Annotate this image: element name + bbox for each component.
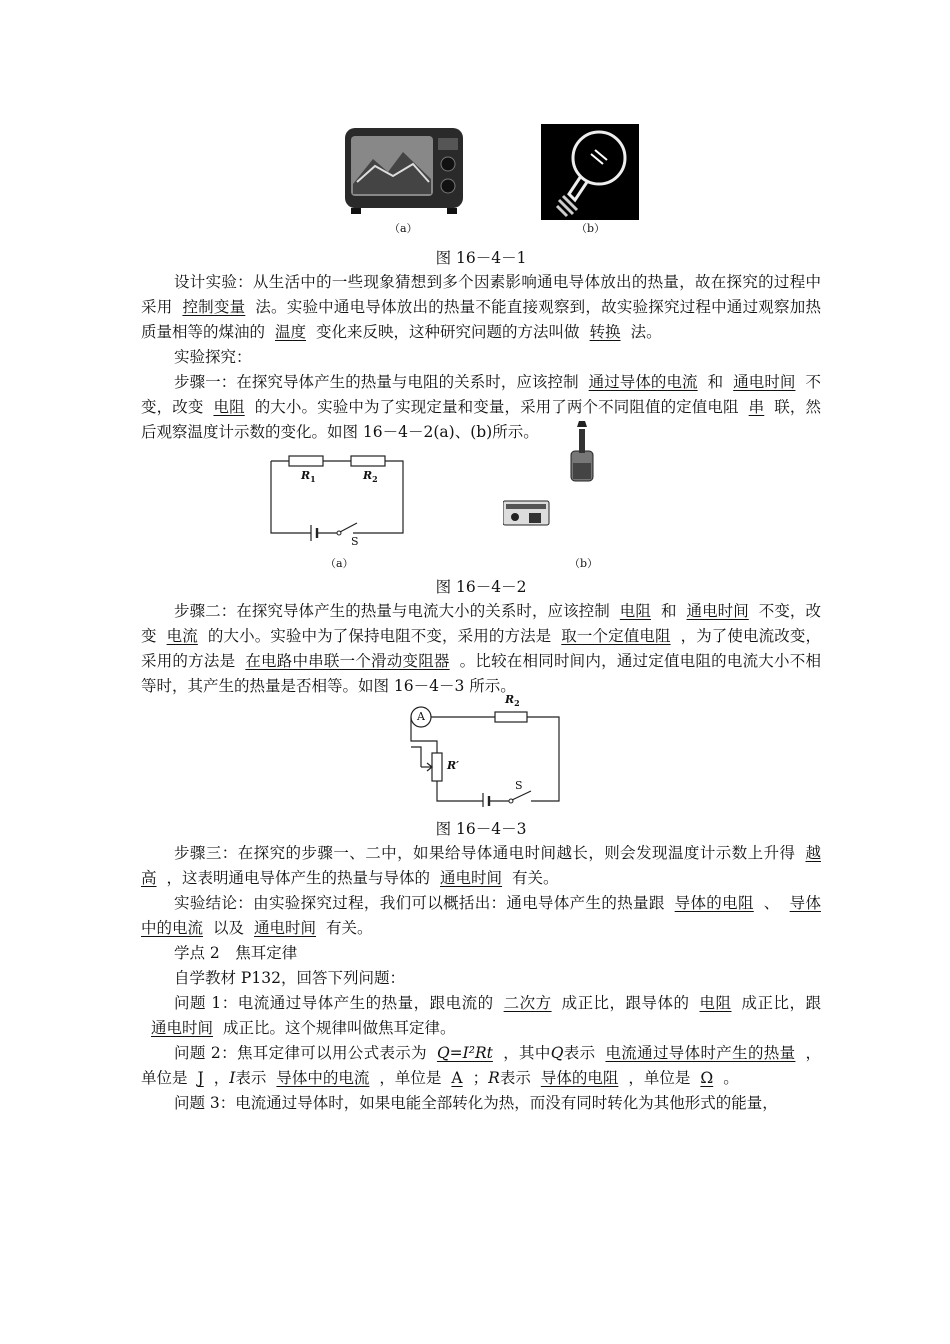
- answer-blank: 在电路中串联一个滑动变阻器: [245, 652, 450, 670]
- answer-blank: 导体中的电流: [276, 1069, 370, 1087]
- answer-blank: 通电时间: [151, 1019, 214, 1037]
- answer-blank: 取一个定值电阻: [561, 627, 671, 645]
- answer-blank: 通电时间: [733, 373, 796, 391]
- label-r1: $R_1$: [301, 469, 316, 485]
- answer-blank: 电阻: [213, 398, 245, 416]
- answer-blank: 电流通过导体时产生的热量: [605, 1044, 796, 1062]
- self-study-instruction: 自学教材 P132，回答下列问题：: [174, 969, 405, 987]
- answer-blank: 通过导体的电流: [588, 373, 698, 391]
- answer-blank: 通电时间: [686, 602, 749, 620]
- paragraph-step1: 步骤一：在探究导体产生的热量与电阻的关系时，应该控制 通过导体的电流 和 通电时间 不变，改变 电阻 的大小。实验中为了实现定量和变量，采用了两个不同阻值的定值电阻 串 联，然后观察温度计示数的变化。如图 16－4－2(a)、(b)所示。: [141, 373, 821, 441]
- figure-sublabel-a: （a）: [325, 557, 354, 570]
- figure-16-4-3: [141, 693, 821, 811]
- series-circuit-diagram: [267, 451, 407, 541]
- answer-blank: 通电时间: [440, 869, 503, 887]
- explore-label: 实验探究：: [174, 348, 252, 366]
- answer-blank: 二次方: [503, 994, 552, 1012]
- figure-sublabel-b: （b）: [576, 222, 606, 235]
- answer-blank: 电流: [166, 627, 198, 645]
- answer-blank: 导体的电阻: [540, 1069, 619, 1087]
- light-bulb-image: [541, 124, 639, 220]
- paragraph-design: 设计实验：从生活中的一些现象猜想到多个因素影响通电导体放出的热量，故在探究的过程中采用 控制变量 法。实验中通电导体放出的热量不能直接观察到，故实验探究过程中通过观察加热质量相等的煤油的 温度 变化来反映，这种研究问题的方法叫做 转换 法。: [141, 273, 821, 341]
- question-2: 问题 2：焦耳定律可以用公式表示为 Q=I²Rt ，其中Q表示 电流通过导体时产生的热量 ，单位是 J ，I表示 导体中的电流 ，单位是 A ；R表示 导体的电阻 ，单位是 Ω 。: [141, 1044, 821, 1087]
- apparatus-image: [503, 421, 603, 531]
- document-page: [141, 110, 821, 1116]
- figure-sublabel-b: （b）: [569, 557, 599, 570]
- answer-blank: 温度: [275, 323, 307, 341]
- answer-formula: Q=I²Rt: [436, 1044, 493, 1062]
- answer-blank: 串: [748, 398, 765, 416]
- section-heading: 学点 2 焦耳定律: [174, 944, 298, 962]
- answer-blank: A: [451, 1069, 463, 1087]
- figure-16-4-2: [141, 451, 821, 569]
- answer-blank: 通电时间: [254, 919, 317, 937]
- paragraph-step3: 步骤三：在探究的步骤一、二中，如果给导体通电时间越长，则会发现温度计示数上升得 越高 ，这表明通电导体产生的热量与导体的 通电时间 有关。: [141, 844, 821, 887]
- label-rheostat: R′: [447, 759, 460, 772]
- answer-blank: Ω: [700, 1069, 714, 1087]
- label-r2: $R_2$: [505, 693, 520, 709]
- paragraph-conclusion: 实验结论：由实验探究过程，我们可以概括出：通电导体产生的热量跟 导体的电阻 、 导体中的电流 以及 通电时间 有关。: [141, 894, 821, 937]
- figure-caption: 图 16－4－1: [435, 249, 527, 267]
- label-ammeter: A: [417, 710, 425, 723]
- question-1: 问题 1：电流通过导体产生的热量，跟电流的 二次方 成正比，跟导体的 电阻 成正比，跟通电时间 成正比。这个规律叫做焦耳定律。: [141, 991, 821, 1041]
- answer-blank: 电阻: [699, 994, 732, 1012]
- oven-image: [343, 124, 465, 216]
- answer-blank: 转换: [589, 323, 621, 341]
- answer-blank: 电阻: [619, 602, 651, 620]
- answer-blank: 导体的电阻: [674, 894, 754, 912]
- figure-caption: 图 16－4－2: [435, 578, 527, 596]
- paragraph-step2: 步骤二：在探究导体产生的热量与电流大小的关系时，应该控制 电阻 和 通电时间 不变，改变 电流 的大小。实验中为了保持电阻不变，采用的方法是 取一个定值电阻 ，为了使电流改变，采用的方法是 在电路中串联一个滑动变阻器 。比较在相同时间内，通过定值电阻的电流大小不相等时，其产生的热量是否相等。如图 16－4－3 所示。: [141, 602, 821, 695]
- label-switch: S: [515, 779, 523, 792]
- answer-blank: J: [197, 1069, 204, 1087]
- label-switch: S: [351, 535, 359, 548]
- answer-blank: 越高: [141, 844, 821, 887]
- answer-blank: 控制变量: [182, 298, 246, 316]
- ammeter-circuit-diagram: [407, 701, 567, 807]
- answer-blank: 导体中的电流: [141, 894, 821, 937]
- label-r2: $R_2$: [363, 469, 378, 485]
- question-3: 问题 3：电流通过导体时，如果电能全部转化为热，而没有同时转化为其他形式的能量，: [174, 1094, 778, 1112]
- figure-caption: 图 16－4－3: [435, 820, 527, 838]
- figure-sublabel-a: （a）: [389, 222, 418, 235]
- figure-16-4-1: [141, 110, 821, 240]
